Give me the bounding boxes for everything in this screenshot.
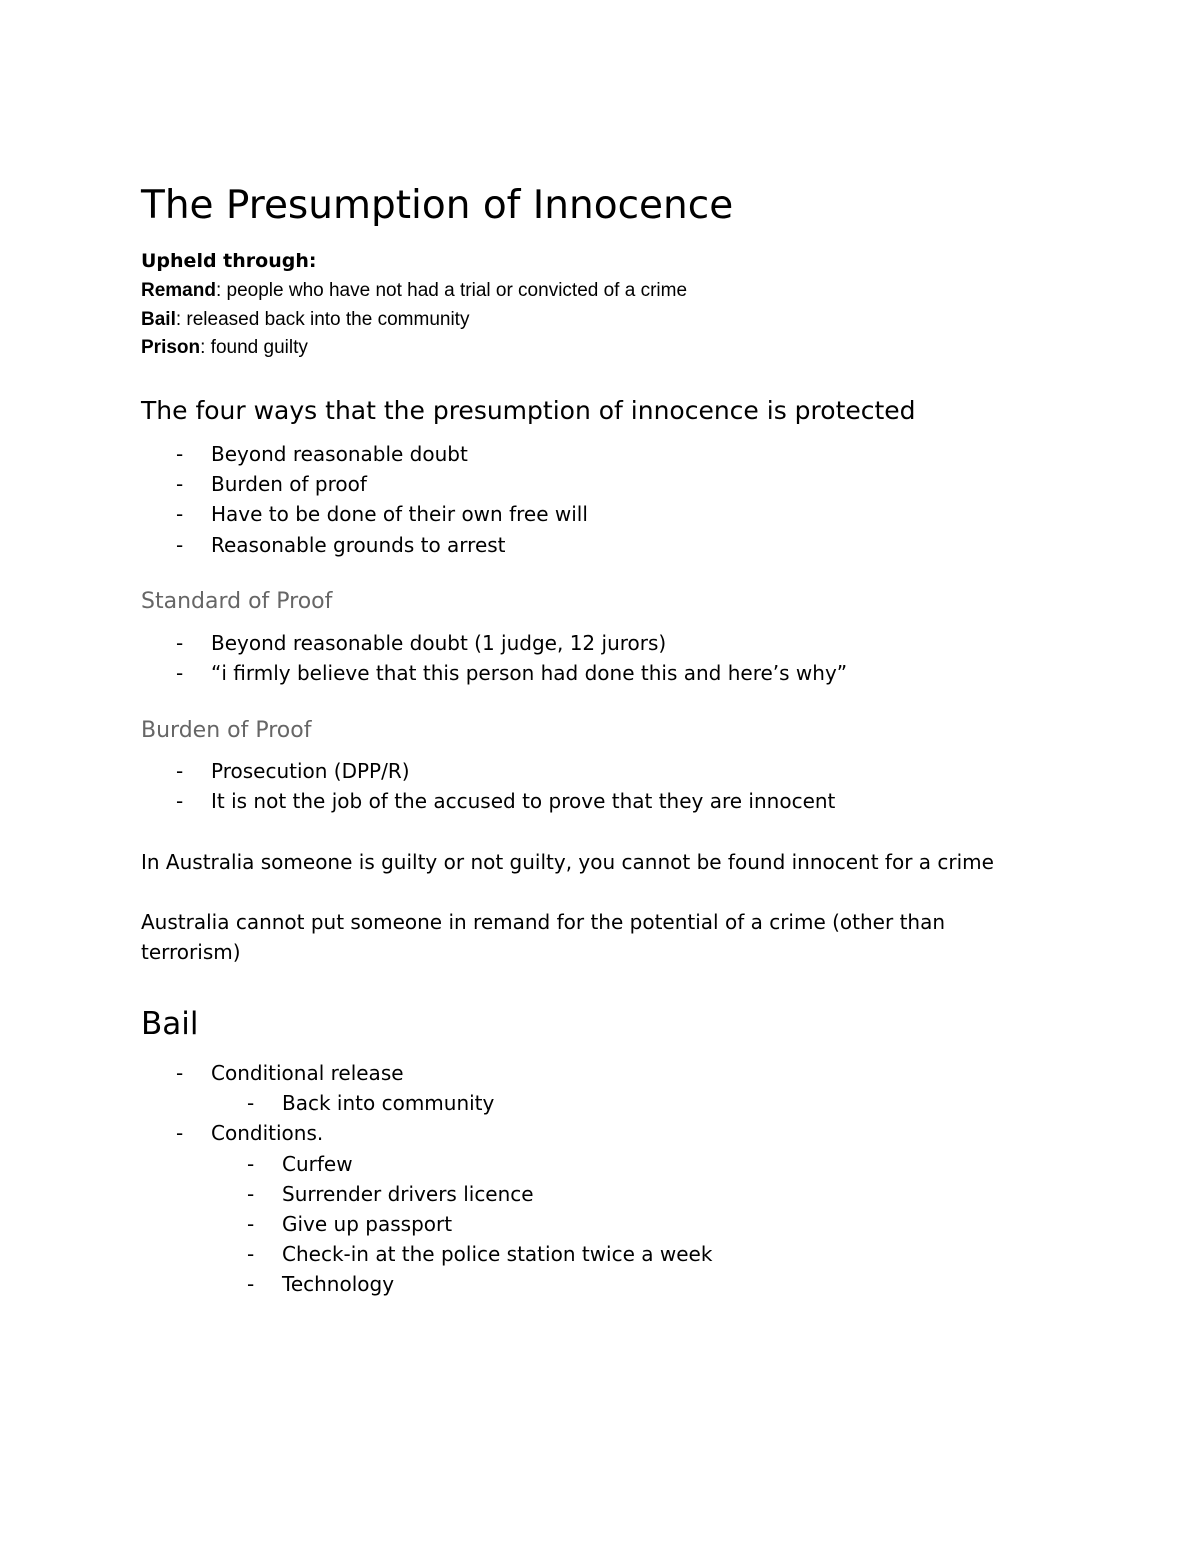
- list-item: - Give up passport: [0, 1209, 712, 1239]
- definition-text: : found guilty: [200, 337, 308, 358]
- bail-heading: Bail: [141, 1006, 199, 1042]
- list-dash: -: [176, 789, 184, 814]
- four-ways-list: [0, 439, 588, 560]
- upheld-heading: Upheld through:: [141, 250, 317, 272]
- definition-remand: [141, 277, 687, 306]
- definition-term: Bail: [141, 308, 176, 330]
- list-item: - Curfew: [0, 1149, 712, 1179]
- list-dash: -: [176, 661, 184, 686]
- list-dash: -: [176, 1061, 184, 1085]
- list-item: - Beyond reasonable doubt: [0, 439, 588, 469]
- list-dash: -: [176, 472, 184, 497]
- list-item: - It is not the job of the accused to prove that they are innocent: [0, 786, 835, 816]
- list-dash: -: [247, 1212, 255, 1237]
- list-dash: -: [247, 1272, 255, 1297]
- list-dash: -: [247, 1151, 255, 1176]
- list-item: - Back into community: [0, 1088, 712, 1118]
- definition-term: Remand: [141, 280, 216, 301]
- list-item: - Burden of proof: [0, 469, 588, 499]
- list-dash: -: [176, 759, 184, 783]
- list-dash: -: [247, 1181, 255, 1206]
- list-dash: -: [176, 532, 184, 557]
- list-dash: -: [176, 1121, 184, 1146]
- burden-of-proof-heading: Burden of Proof: [141, 718, 312, 743]
- list-item: - Conditional release: [0, 1058, 712, 1088]
- definition-prison: [141, 334, 687, 363]
- definition-text: : released back into the community: [175, 308, 470, 330]
- burden-of-proof-list: [0, 756, 835, 816]
- list-item: - Prosecution (DPP/R): [0, 756, 835, 786]
- list-item: - Technology: [0, 1269, 712, 1299]
- bail-list: [0, 1058, 712, 1300]
- upheld-definitions: [141, 277, 687, 363]
- list-dash: -: [247, 1242, 255, 1267]
- list-item: - “i firmly believe that this person had done this and here’s why”: [0, 658, 847, 688]
- definition-bail: [141, 306, 687, 335]
- standard-of-proof-heading: Standard of Proof: [141, 589, 333, 614]
- list-item: - Have to be done of their own free will: [0, 499, 588, 529]
- paragraph-remand-potential: Australia cannot put someone in remand for the potential of a crime (other than terrorism): [141, 910, 946, 965]
- four-ways-heading: The four ways that the presumption of innocence is protected: [141, 396, 916, 425]
- list-dash: -: [247, 1091, 255, 1116]
- list-item: - Beyond reasonable doubt (1 judge, 12 jurors): [0, 628, 847, 658]
- list-item: - Surrender drivers licence: [0, 1179, 712, 1209]
- list-item: - Check-in at the police station twice a week: [0, 1239, 712, 1269]
- paragraph-guilty-not-guilty: In Australia someone is guilty or not guilty, you cannot be found innocent for a crime: [141, 850, 994, 874]
- list-dash: -: [176, 631, 184, 655]
- standard-of-proof-list: [0, 628, 847, 688]
- list-dash: -: [176, 502, 184, 527]
- definition-term: Prison: [141, 337, 201, 358]
- list-item: - Conditions.: [0, 1118, 712, 1148]
- definition-text: : people who have not had a trial or convicted of a crime: [215, 280, 688, 301]
- list-item: - Reasonable grounds to arrest: [0, 530, 588, 560]
- list-dash: -: [176, 442, 184, 466]
- page-title: The Presumption of Innocence: [141, 183, 734, 228]
